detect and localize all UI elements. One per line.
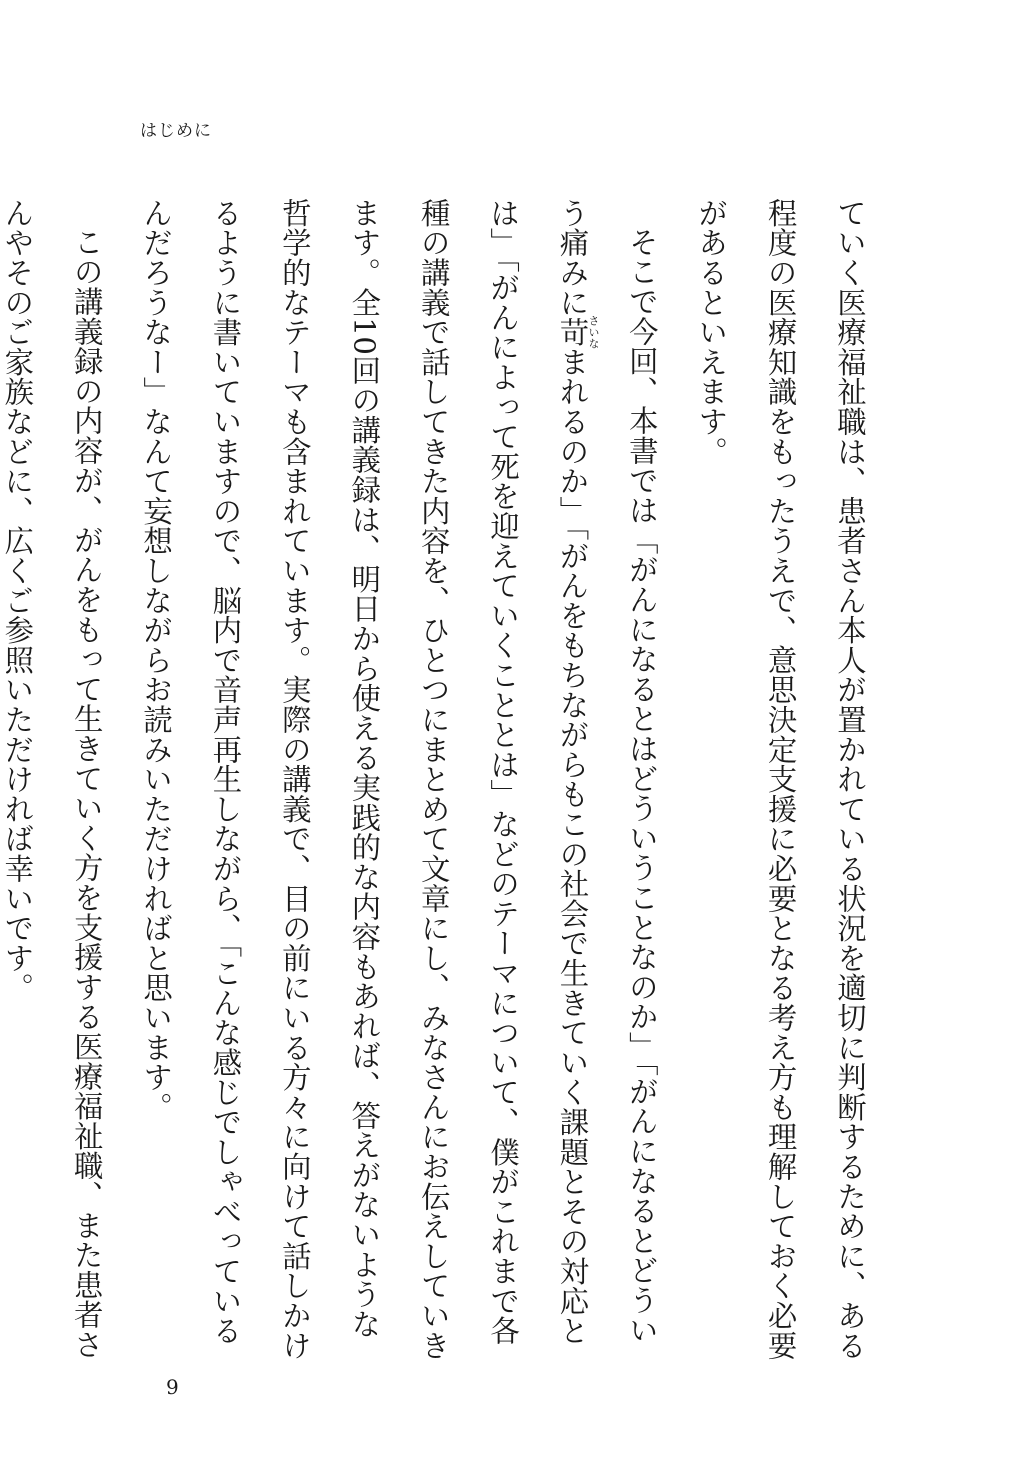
paragraph-3: この講義録の内容が、がんをもって生きていく方を支援する医療福祉職、また患者さんやそのご家族などに、広くご参照いただければ幸いです。 bbox=[0, 198, 104, 1360]
page-number: 9 bbox=[166, 1375, 179, 1399]
paragraph-2 bbox=[121, 198, 676, 1368]
body-text bbox=[0, 198, 884, 1368]
ruby-reading: さいな bbox=[586, 315, 600, 350]
ruby-base: 苛 bbox=[555, 315, 590, 350]
paragraph-2-after: まれるのか」「がんをもちながらもこの社会で生きていく課題とその対応とは」「がんによって死を迎えていくこととは」などのテーマについて、僕がこれまで各種の講義で話してきた内容を、ひとつにまとめて文章にし、みなさんにお伝えしていきます。全10回の講義録は、明日から使える実践的な内容もあれば、答えがないような哲学的なテーマも含まれています。実際の講義で、目の前にいる方々に向けて話しかけるように書いていますので、脳内で音声再生しながら、「こんな感じでしゃべっているんだろうなー」なんて妄想しながらお読みいただければと思います。 bbox=[139, 198, 590, 1361]
running-head: はじめに bbox=[140, 121, 212, 141]
paragraph-2-before: そこで今回、本書では「がんになるとはどういうことなのか」「がんになるとどういう痛みに bbox=[555, 198, 659, 1346]
paragraph-1: ていく医療福祉職は、患者さん本人が置かれている状況を適切に判断するために、ある程度の医療知識をもったうえで、意思決定支援に必要となる考え方も理解しておく必要があるといえます。 bbox=[694, 198, 867, 1361]
ruby-word bbox=[555, 315, 600, 350]
